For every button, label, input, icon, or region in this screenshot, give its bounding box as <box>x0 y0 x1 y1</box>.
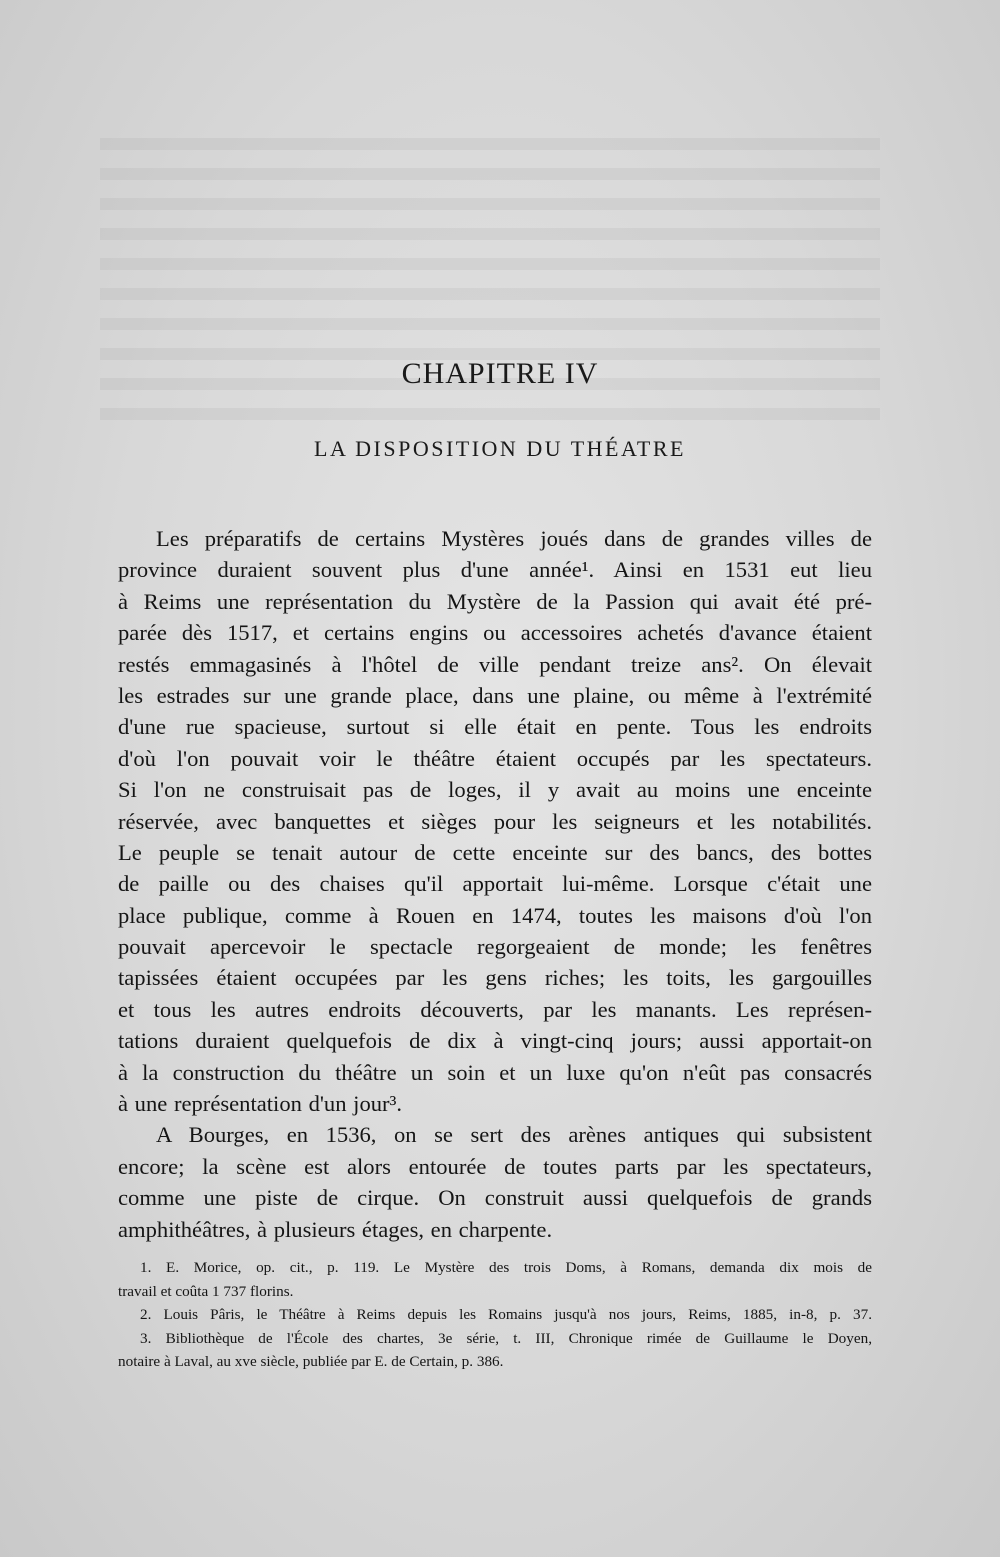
body-line: parée dès 1517, et certains engins ou accessoires achetés d'avance étaient <box>118 620 872 646</box>
body-line: les estrades sur une grande place, dans une plaine, ou même à l'extrémité <box>118 682 872 708</box>
body-line: de paille ou des chaises qu'il apportait lui-même. Lorsque c'était une <box>118 871 872 897</box>
body-line: pouvait apercevoir le spectacle regorgeaient de monde; les fenêtres <box>118 934 872 960</box>
body-line: encore; la scène est alors entourée de toutes parts par les spectateurs, <box>118 1153 872 1179</box>
body-line: Le peuple se tenait autour de cette enceinte sur des bancs, des bottes <box>118 839 872 865</box>
body-line: tapissées étaient occupées par les gens riches; les toits, les gargouilles <box>118 965 872 991</box>
body-line: et tous les autres endroits découverts, par les manants. Les représen- <box>118 996 872 1022</box>
body-line: Les préparatifs de certains Mystères joués dans de grandes villes de <box>156 526 872 551</box>
footnote-line: 3. Bibliothèque de l'École des chartes, 3e série, t. III, Chronique rimée de Guillaume le Doyen, <box>140 1329 872 1347</box>
body-line: A Bourges, en 1536, on se sert des arènes antiques qui subsistent <box>156 1122 872 1148</box>
body-line: place publique, comme à Rouen en 1474, toutes les maisons d'où l'on <box>118 902 872 928</box>
body-line: à la construction du théâtre un soin et un luxe qu'on n'eût pas consacrés <box>118 1059 872 1085</box>
footnote-line: 1. E. Morice, op. cit., p. 119. Le Mystère des trois Doms, à Romans, demanda dix mois de <box>140 1259 872 1276</box>
body-line: amphithéâtres, à plusieurs étages, en charpente. <box>118 1216 553 1242</box>
footnote-line: notaire à Laval, au xve siècle, publiée par E. de Certain, p. 386. <box>118 1353 504 1370</box>
body-line: à Reims une représentation du Mystère de la Passion qui avait été pré- <box>118 588 872 614</box>
chapter-title: CHAPITRE IV <box>401 357 599 390</box>
body-line: province duraient souvent plus d'une année¹. Ainsi en 1531 eut lieu <box>118 557 872 583</box>
body-line: d'une rue spacieuse, surtout si elle était en pente. Tous les endroits <box>118 714 872 740</box>
body-line: tations duraient quelquefois de dix à vingt-cinq jours; aussi apportait-on <box>118 1028 872 1054</box>
footnote-line: 2. Louis Pâris, le Théâtre à Reims depuis les Romains jusqu'à nos jours, Reims, 1885, in-8, p. 37. <box>140 1306 872 1323</box>
body-line: réservée, avec banquettes et sièges pour les seigneurs et les notabilités. <box>118 808 872 834</box>
body-text <box>118 523 872 1245</box>
body-line: restés emmagasinés à l'hôtel de ville pendant treize ans². On élevait <box>118 651 872 677</box>
body-line: à une représentation d'un jour³. <box>118 1091 402 1117</box>
footnote-line: travail et coûta 1 737 florins. <box>118 1282 294 1300</box>
footnotes <box>118 1256 872 1374</box>
body-line: Si l'on ne construisait pas de loges, il y avait au moins une enceinte <box>118 777 872 803</box>
body-line: d'où l'on pouvait voir le théâtre étaient occupés par les spectateurs. <box>118 745 872 771</box>
body-line: comme une piste de cirque. On construit aussi quelquefois de grands <box>118 1185 872 1211</box>
chapter-subtitle: LA DISPOSITION DU THÉATRE <box>314 436 686 461</box>
